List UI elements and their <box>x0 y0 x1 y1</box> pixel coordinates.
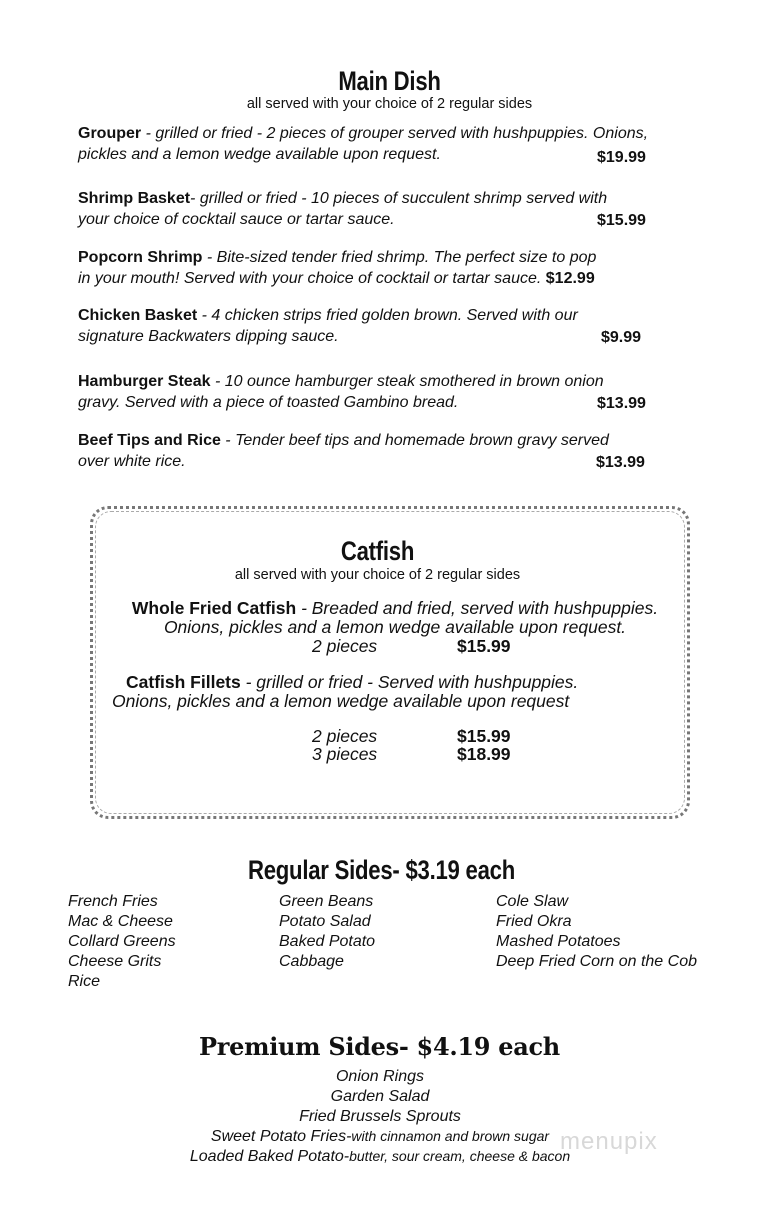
side-item: Cole Slaw <box>496 893 569 910</box>
item-desc: - grilled or fried - 10 pieces of succulent shrimp served with <box>190 190 608 207</box>
side-item: Mashed Potatoes <box>496 933 621 950</box>
item-name: Beef Tips and Rice <box>78 432 221 449</box>
option-qty: 2 pieces <box>312 726 378 746</box>
side-item: French Fries <box>68 893 158 910</box>
side-item: Collard Greens <box>68 933 176 950</box>
item-name: Whole Fried Catfish <box>131 598 297 618</box>
item-desc: - grilled or fried - Served with hushpuppies. <box>240 672 579 692</box>
side-note: with cinnamon and brown sugar <box>351 1128 550 1144</box>
item-desc-2: in your mouth! Served with your choice of cocktail or tartar sauce. <box>78 270 542 287</box>
item-desc: - 4 chicken strips fried golden brown. Served with our <box>197 307 578 324</box>
regular-sides-title: Regular Sides- $3.19 each <box>247 855 516 885</box>
item-price: $19.99 <box>597 149 646 166</box>
side-item: Baked Potato <box>279 933 376 950</box>
premium-side-item <box>0 1068 760 1086</box>
side-item: Green Beans <box>279 893 374 910</box>
regular-sides-column-3 <box>496 892 697 972</box>
item-price: $13.99 <box>596 454 645 471</box>
main-dish-title: Main Dish <box>338 66 441 96</box>
item-desc: - grilled or fried - 2 pieces of grouper served with hushpuppies. Onions, <box>141 125 649 142</box>
catfish-title: Catfish <box>340 536 415 566</box>
option-qty: 3 pieces <box>312 744 378 764</box>
premium-side-item <box>0 1108 760 1126</box>
item-desc-2: Onions, pickles and a lemon wedge available upon request <box>112 691 570 711</box>
item-desc: - Bite-sized tender fried shrimp. The perfect size to pop <box>202 249 597 266</box>
item-desc-2: signature Backwaters dipping sauce. <box>78 328 339 345</box>
item-price: $15.99 <box>597 212 646 229</box>
regular-sides-column-1 <box>68 892 176 992</box>
side-name: Onion Rings <box>335 1068 425 1085</box>
menu-item-hamburger-steak <box>78 373 658 412</box>
menu-item-catfish-fillets <box>112 672 672 711</box>
menu-item-beef-tips <box>78 432 658 471</box>
item-desc-2: Onions, pickles and a lemon wedge available upon request. <box>163 617 627 637</box>
option-price: $15.99 <box>457 726 511 746</box>
item-desc: - Tender beef tips and homemade brown gravy served <box>220 432 609 449</box>
side-note: butter, sour cream, cheese & bacon <box>349 1148 571 1164</box>
item-desc-2: gravy. Served with a piece of toasted Gambino bread. <box>78 394 459 411</box>
side-name: Fried Brussels Sprouts <box>299 1108 461 1125</box>
menu-item-grouper <box>78 125 658 164</box>
side-name: Garden Salad <box>330 1088 430 1105</box>
option-price: $18.99 <box>457 744 511 764</box>
option-qty: 2 pieces <box>312 636 378 656</box>
menu-item-chicken-basket <box>78 307 658 346</box>
catfish-subtitle: all served with your choice of 2 regular sides <box>234 567 521 583</box>
menu-item-whole-fried-catfish <box>95 598 695 637</box>
watermark-logo: menupix <box>560 1128 658 1155</box>
option-price: $15.99 <box>457 636 511 656</box>
side-item: Deep Fried Corn on the Cob <box>496 953 697 970</box>
item-name: Shrimp Basket <box>78 190 191 207</box>
side-item: Rice <box>68 973 101 990</box>
menu-item-shrimp-basket <box>78 190 658 229</box>
item-price: $9.99 <box>601 329 642 346</box>
regular-sides-column-2 <box>279 892 375 972</box>
side-item: Potato Salad <box>279 913 371 930</box>
premium-sides-title: Premium Sides- $4.19 each <box>199 1032 560 1061</box>
side-name: Sweet Potato Fries- <box>210 1128 352 1145</box>
item-name: Catfish Fillets <box>126 672 241 692</box>
side-item: Mac & Cheese <box>68 913 173 930</box>
side-item: Cheese Grits <box>68 953 162 970</box>
item-desc-2: your choice of cocktail sauce or tartar sauce. <box>78 211 395 228</box>
menu-item-popcorn-shrimp <box>78 249 658 288</box>
item-name: Chicken Basket <box>78 307 198 324</box>
main-dish-subtitle: all served with your choice of 2 regular sides <box>246 96 533 112</box>
item-name: Popcorn Shrimp <box>78 249 203 266</box>
premium-side-item <box>0 1088 760 1106</box>
item-desc-2: over white rice. <box>78 453 186 470</box>
item-desc-2: pickles and a lemon wedge available upon request. <box>78 146 441 163</box>
side-item: Cabbage <box>279 953 344 970</box>
side-name: Loaded Baked Potato- <box>189 1148 350 1165</box>
item-price: $13.99 <box>597 395 646 412</box>
item-name: Hamburger Steak <box>78 373 211 390</box>
item-desc: - 10 ounce hamburger steak smothered in brown onion <box>210 373 604 390</box>
item-name: Grouper <box>78 125 142 142</box>
side-item: Fried Okra <box>496 913 572 930</box>
item-price: $12.99 <box>545 270 595 287</box>
item-desc: - Breaded and fried, served with hushpuppies. <box>296 598 659 618</box>
